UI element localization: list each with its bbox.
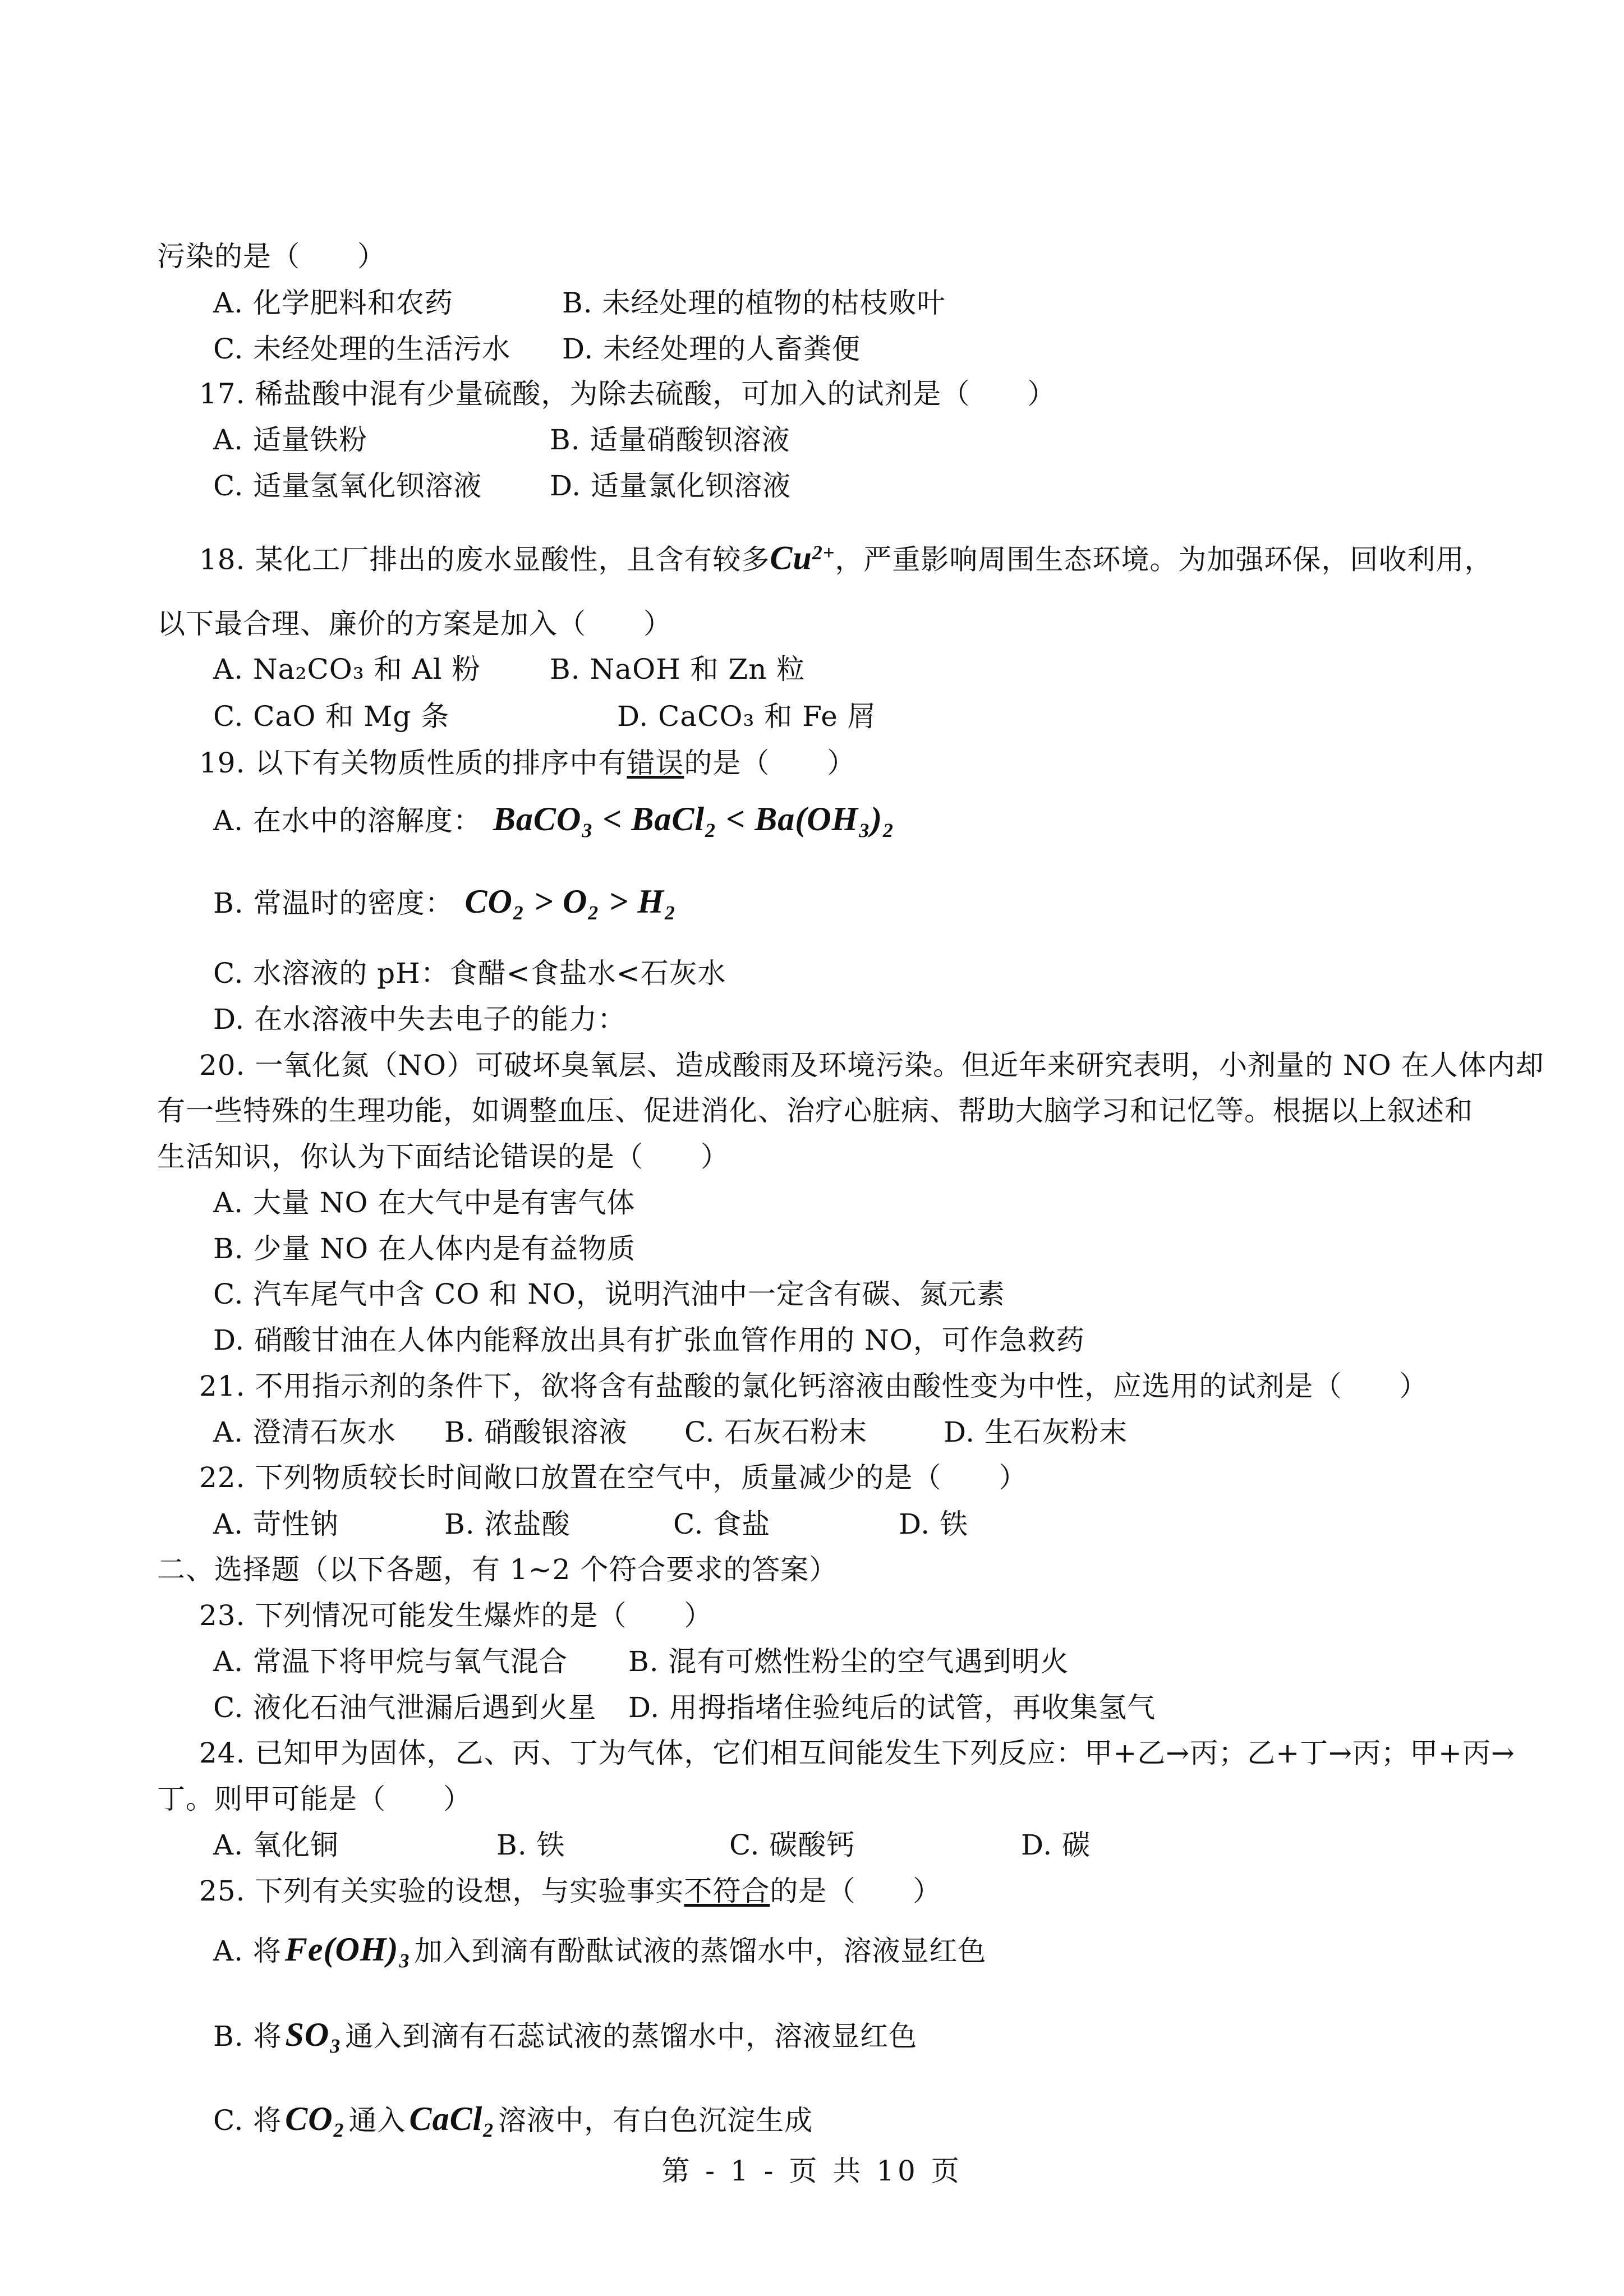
q19-stem-pre: 19. 以下有关物质性质的排序中有 bbox=[199, 747, 627, 779]
q24-option-a: A. 氧化铜 bbox=[213, 1829, 339, 1861]
density-order-formula: CO₂ > O₂ > H₂ bbox=[464, 883, 677, 920]
q18-stem-line2: 以下最合理、廉价的方案是加入（ ） bbox=[157, 608, 672, 640]
q25-option-b bbox=[213, 2018, 917, 2053]
q23-options-row2 bbox=[213, 1691, 1503, 1724]
q25-stem-pre: 25. 下列有关实验的设想，与实验事实 bbox=[199, 1875, 684, 1907]
q24-options bbox=[213, 1828, 1503, 1862]
q19-option-c: C. 水溶液的 pH：食醋<食盐水<石灰水 bbox=[213, 957, 726, 990]
q20-stem-line3: 生活知识，你认为下面结论错误的是（ ） bbox=[157, 1140, 729, 1173]
q21-option-d: D. 生石灰粉末 bbox=[944, 1416, 1128, 1448]
q18-options-row2 bbox=[213, 700, 1503, 733]
q19-option-b-text: B. 常温时的密度： bbox=[213, 887, 454, 919]
q21-options bbox=[213, 1415, 1503, 1449]
q21-option-b: B. 硝酸银溶液 bbox=[444, 1416, 628, 1448]
q20-option-d: D. 硝酸甘油在人体内能释放出具有扩张血管作用的 NO，可作急救药 bbox=[213, 1324, 1085, 1356]
q19-underlined-word: 错误 bbox=[627, 747, 684, 779]
q25-option-c-pre: C. 将 bbox=[213, 2104, 282, 2137]
q20-option-a: A. 大量 NO 在大气中是有害气体 bbox=[213, 1186, 636, 1219]
q18-option-c: C. CaO 和 Mg 条 bbox=[213, 700, 450, 733]
q21-option-c: C. 石灰石粉末 bbox=[684, 1416, 868, 1448]
q17-option-b: B. 适量硝酸钡溶液 bbox=[550, 424, 790, 456]
section-two-heading: 二、选择题（以下各题，有 1~2 个符合要求的答案） bbox=[157, 1553, 838, 1586]
q19-stem-post: 的是（ ） bbox=[684, 747, 856, 779]
q17-options-row2 bbox=[213, 469, 1503, 503]
q22-stem: 22. 下列物质较长时间敞口放置在空气中，质量减少的是（ ） bbox=[199, 1461, 1028, 1494]
q25-option-b-pre: B. 将 bbox=[213, 2020, 282, 2053]
q20-stem-line1: 20. 一氧化氮（NO）可破坏臭氧层、造成酸雨及环境污染。但近年来研究表明，小剂量的 NO 在人体内却 bbox=[199, 1049, 1544, 1082]
q23-option-b: B. 混有可燃性粉尘的空气遇到明火 bbox=[628, 1645, 1069, 1678]
q25-option-b-post: 通入到滴有石蕊试液的蒸馏水中，溶液显红色 bbox=[345, 2020, 918, 2053]
q20-stem-line2: 有一些特殊的生理功能，如调整血压、促进消化、治疗心脏病、帮助大脑学习和记忆等。根据以上叙述和 bbox=[157, 1094, 1473, 1127]
q16-option-b: B. 未经处理的植物的枯枝败叶 bbox=[562, 287, 946, 319]
q21-stem: 21. 不用指示剂的条件下，欲将含有盐酸的氯化钙溶液由酸性变为中性，应选用的试剂是（ ） bbox=[199, 1370, 1428, 1402]
q17-options-row1 bbox=[213, 423, 1503, 457]
q23-options-row1 bbox=[213, 1645, 1503, 1678]
q18-stem-line1 bbox=[199, 536, 1493, 577]
q17-stem: 17. 稀盐酸中混有少量硫酸，为除去硫酸，可加入的试剂是（ ） bbox=[199, 378, 1056, 410]
q18-stem-post: ，严重影响周围生态环境。为加强环保，回收利用， bbox=[835, 543, 1493, 576]
q20-option-b: B. 少量 NO 在人体内是有益物质 bbox=[213, 1232, 636, 1265]
q19-option-d: D. 在水溶液中失去电子的能力： bbox=[213, 1003, 627, 1036]
q25-stem-post: 的是（ ） bbox=[770, 1875, 942, 1907]
q16-options-row2 bbox=[213, 332, 1503, 366]
q19-option-a bbox=[213, 802, 895, 838]
q22-option-c: C. 食盐 bbox=[673, 1508, 771, 1540]
solubility-order-formula: BaCO₃ < BaCl₂ < Ba(OH₃)₂ bbox=[493, 800, 895, 838]
q20-option-c: C. 汽车尾气中含 CO 和 NO，说明汽油中一定含有碳、氮元素 bbox=[213, 1278, 1005, 1310]
q16-option-a: A. 化学肥料和农药 bbox=[213, 287, 453, 319]
q18-option-b: B. NaOH 和 Zn 粒 bbox=[550, 653, 806, 685]
q24-option-b: B. 铁 bbox=[496, 1829, 565, 1861]
q18-options-row1 bbox=[213, 652, 1503, 686]
page-footer: 第 - 1 - 页 共 10 页 bbox=[661, 2155, 963, 2187]
q25-option-c-post: 溶液中，有白色沉淀生成 bbox=[498, 2104, 813, 2137]
q25-option-c-mid: 通入 bbox=[348, 2104, 406, 2137]
q25-underlined-word: 不符合 bbox=[684, 1875, 770, 1907]
q19-stem bbox=[199, 746, 855, 780]
copper-ion-charge: 2+ bbox=[812, 541, 835, 564]
q23-stem: 23. 下列情况可能发生爆炸的是（ ） bbox=[199, 1599, 713, 1632]
q24-stem-line1: 24. 已知甲为固体，乙、丙、丁为气体，它们相互间能发生下列反应：甲+乙→丙；乙+丁→丙；甲+丙→ bbox=[199, 1737, 1515, 1769]
iron-hydroxide-formula: Fe(OH)₃ bbox=[284, 1931, 411, 1968]
calcium-chloride-formula: CaCl₂ bbox=[409, 2100, 495, 2137]
q18-option-a: A. Na₂CO₃ 和 Al 粉 bbox=[213, 653, 481, 685]
q22-options bbox=[213, 1507, 1503, 1541]
q19-option-a-text: A. 在水中的溶解度： bbox=[213, 804, 482, 837]
q16-options-row1 bbox=[213, 286, 1503, 320]
q23-option-a: A. 常温下将甲烷与氧气混合 bbox=[213, 1645, 568, 1678]
q25-option-c bbox=[213, 2102, 813, 2137]
carbon-dioxide-formula: CO₂ bbox=[285, 2100, 346, 2137]
q25-option-a bbox=[213, 1932, 986, 1968]
q22-option-d: D. 铁 bbox=[899, 1508, 969, 1540]
q22-option-a: A. 苛性钠 bbox=[213, 1508, 339, 1540]
q18-option-d: D. CaCO₃ 和 Fe 屑 bbox=[617, 700, 876, 733]
sulfur-trioxide-formula: SO₃ bbox=[285, 2016, 342, 2053]
q17-option-a: A. 适量铁粉 bbox=[213, 424, 367, 456]
q25-option-a-post: 加入到滴有酚酞试液的蒸馏水中，溶液显红色 bbox=[414, 1935, 987, 1967]
q18-stem-pre: 18. 某化工厂排出的废水显酸性，且含有较多 bbox=[199, 543, 770, 576]
q22-option-b: B. 浓盐酸 bbox=[444, 1508, 571, 1540]
q16-option-d: D. 未经处理的人畜粪便 bbox=[562, 333, 861, 365]
q17-option-c: C. 适量氢氧化钡溶液 bbox=[213, 470, 482, 502]
q24-stem-line2: 丁。则甲可能是（ ） bbox=[157, 1783, 472, 1815]
q19-option-b bbox=[213, 885, 677, 920]
q16-stem-end: 污染的是（ ） bbox=[157, 240, 386, 273]
q23-option-c: C. 液化石油气泄漏后遇到火星 bbox=[213, 1691, 597, 1724]
q17-option-d: D. 适量氯化钡溶液 bbox=[550, 470, 792, 502]
q24-option-d: D. 碳 bbox=[1021, 1829, 1091, 1861]
q25-stem bbox=[199, 1874, 941, 1908]
q24-option-c: C. 碳酸钙 bbox=[729, 1829, 855, 1861]
q25-option-a-pre: A. 将 bbox=[213, 1935, 282, 1967]
copper-ion-formula: Cu bbox=[770, 539, 812, 577]
q21-option-a: A. 澄清石灰水 bbox=[213, 1416, 396, 1448]
q16-option-c: C. 未经处理的生活污水 bbox=[213, 333, 511, 365]
q23-option-d: D. 用拇指堵住验纯后的试管，再收集氢气 bbox=[628, 1691, 1156, 1724]
